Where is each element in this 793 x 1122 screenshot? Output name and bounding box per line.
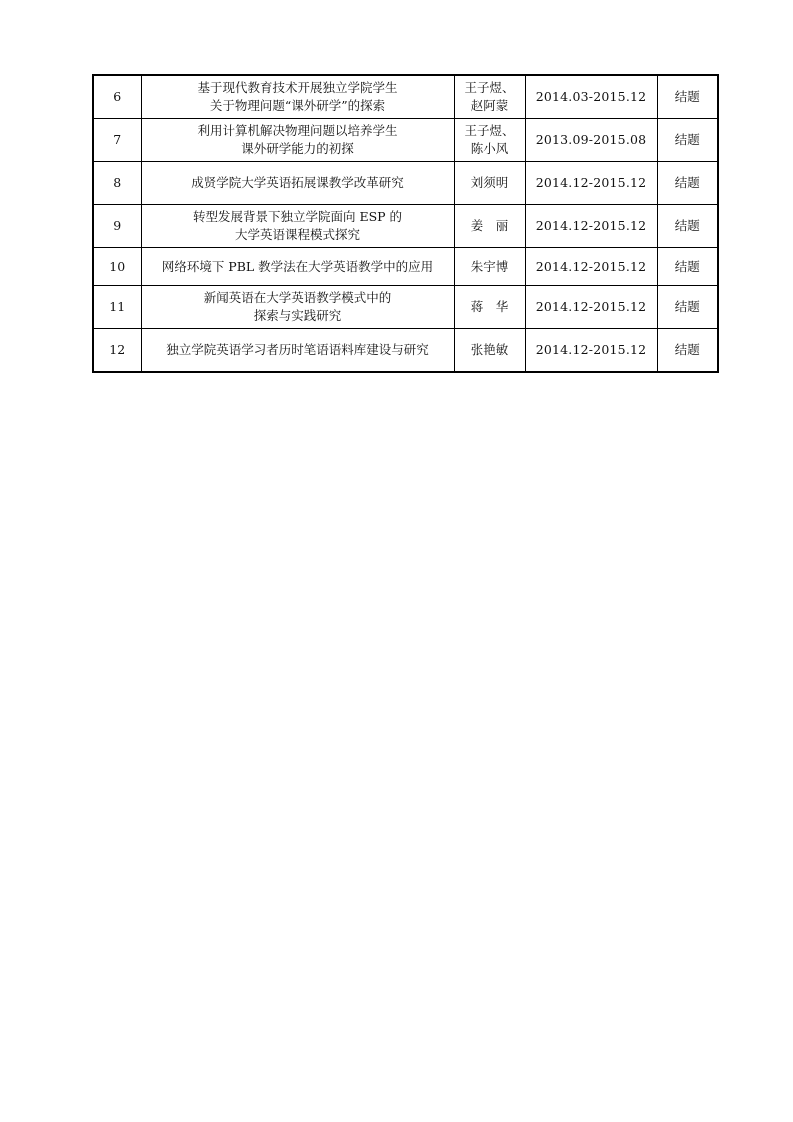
row-number: 9 <box>93 205 141 248</box>
project-leader <box>454 119 525 162</box>
project-status: 结题 <box>657 286 718 329</box>
project-leader-line: 朱宇博 <box>470 258 509 274</box>
project-leader-line: 蒋 华 <box>470 299 509 314</box>
project-leader-line: 王子煜、 <box>464 80 515 95</box>
project-period: 2014.03-2015.12 <box>525 75 657 119</box>
project-status: 结题 <box>657 205 718 248</box>
project-status: 结题 <box>657 329 718 373</box>
row-number: 7 <box>93 119 141 162</box>
project-leader <box>454 162 525 205</box>
row-number: 11 <box>93 286 141 329</box>
project-title <box>141 205 454 248</box>
table-row <box>93 75 718 119</box>
row-number: 10 <box>93 248 141 286</box>
table-row <box>93 248 718 286</box>
project-title-line: 利用计算机解决物理问题以培养学生 <box>197 123 398 138</box>
row-number: 12 <box>93 329 141 373</box>
project-title <box>141 286 454 329</box>
project-leader-line: 刘须明 <box>470 175 509 190</box>
project-title <box>141 248 454 286</box>
project-period: 2014.12-2015.12 <box>525 248 657 286</box>
row-number: 6 <box>93 75 141 119</box>
table-row <box>93 205 718 248</box>
project-title-line: 大学英语课程模式探究 <box>234 227 360 242</box>
project-leader <box>454 75 525 119</box>
project-period: 2013.09-2015.08 <box>525 119 657 162</box>
project-title-line: 探索与实践研究 <box>253 308 342 323</box>
project-leader-line: 陈小风 <box>470 141 509 156</box>
project-period: 2014.12-2015.12 <box>525 286 657 329</box>
project-leader <box>454 286 525 329</box>
project-period: 2014.12-2015.12 <box>525 205 657 248</box>
project-title-line: 网络环境下 PBL 教学法在大学英语教学中的应用 <box>161 258 434 274</box>
project-title-line: 新闻英语在大学英语教学模式中的 <box>203 290 392 305</box>
project-title-line: 转型发展背景下独立学院面向 ESP 的 <box>192 209 403 224</box>
project-title-line: 成贤学院大学英语拓展课教学改革研究 <box>191 175 404 190</box>
project-leader-line: 张艳敏 <box>470 342 509 357</box>
table-row <box>93 286 718 329</box>
project-title-line: 关于物理问题“课外研学”的探索 <box>209 98 386 113</box>
table-row <box>93 162 718 205</box>
table-row <box>93 119 718 162</box>
project-status: 结题 <box>657 75 718 119</box>
project-title <box>141 162 454 205</box>
project-leader-line: 赵阿蒙 <box>470 98 509 113</box>
project-leader <box>454 248 525 286</box>
project-status: 结题 <box>657 248 718 286</box>
project-title <box>141 75 454 119</box>
project-leader-line: 王子煜、 <box>464 123 515 138</box>
project-title-line: 课外研学能力的初探 <box>241 141 354 156</box>
project-status: 结题 <box>657 119 718 162</box>
project-period: 2014.12-2015.12 <box>525 329 657 373</box>
project-status: 结题 <box>657 162 718 205</box>
project-title <box>141 329 454 373</box>
project-leader-line: 姜 丽 <box>470 218 509 233</box>
project-leader <box>454 205 525 248</box>
row-number: 8 <box>93 162 141 205</box>
project-title-line: 基于现代教育技术开展独立学院学生 <box>197 80 398 95</box>
table-row <box>93 329 718 373</box>
project-title-line: 独立学院英语学习者历时笔语语料库建设与研究 <box>166 342 429 357</box>
projects-table <box>92 74 719 373</box>
project-title <box>141 119 454 162</box>
project-leader <box>454 329 525 373</box>
project-period: 2014.12-2015.12 <box>525 162 657 205</box>
